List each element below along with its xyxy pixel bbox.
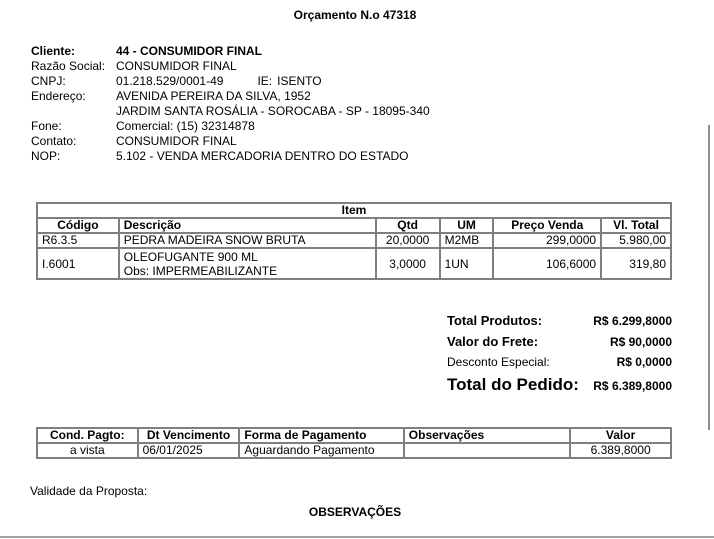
- header-codigo: Código: [37, 218, 119, 233]
- client-value: 44 - CONSUMIDOR FINAL: [116, 44, 263, 58]
- fone-value: Comercial: (15) 32314878: [116, 119, 255, 133]
- observacoes-title: OBSERVAÇÕES: [308, 505, 402, 519]
- contato-label: Contato:: [31, 134, 77, 148]
- total-produtos-value: R$ 6.299,8000: [593, 314, 672, 328]
- item-description: OLEOFUGANTE 900 ML: [123, 249, 258, 264]
- cell-vencimento: 06/01/2025: [138, 443, 240, 458]
- table-row: [37, 248, 671, 279]
- client-info: [31, 44, 430, 164]
- razao-social-row: [31, 59, 430, 74]
- cell-qtd: 20,0000: [376, 233, 440, 248]
- header-um: UM: [440, 218, 494, 233]
- cnpj-label: CNPJ:: [31, 74, 66, 88]
- fone-label: Fone:: [31, 119, 62, 133]
- cell-qtd: 3,0000: [376, 248, 440, 279]
- table-row: [37, 233, 671, 248]
- razao-social-label: Razão Social:: [31, 59, 106, 73]
- cell-valor: 6.389,8000: [570, 443, 671, 458]
- client-label: Cliente:: [31, 44, 76, 58]
- total-produtos-row: [447, 313, 672, 334]
- cell-um: M2MB: [440, 233, 494, 248]
- table-row: [37, 443, 671, 458]
- desconto-row: [447, 355, 672, 375]
- cell-forma-pagamento: Aguardando Pagamento: [239, 443, 403, 458]
- nop-row: [31, 149, 430, 164]
- valor-frete-label: Valor do Frete:: [447, 334, 539, 349]
- header-observacoes: Observações: [404, 428, 570, 443]
- contato-value: CONSUMIDOR FINAL: [116, 134, 237, 148]
- items-header-row: [37, 218, 671, 233]
- valor-frete-value: R$ 90,0000: [609, 335, 672, 349]
- valor-frete-row: [447, 334, 672, 355]
- header-dt-vencimento: Dt Vencimento: [138, 428, 240, 443]
- bottom-divider: [0, 536, 714, 538]
- vertical-scrollbar[interactable]: [708, 125, 710, 430]
- total-pedido-row: [447, 375, 672, 399]
- cell-codigo: I.6001: [37, 248, 119, 279]
- header-qtd: Qtd: [376, 218, 440, 233]
- totals-block: [447, 313, 672, 399]
- razao-social-value: CONSUMIDOR FINAL: [116, 59, 237, 73]
- cell-descricao: [119, 248, 376, 279]
- cnpj-value: 01.218.529/0001-49: [116, 74, 224, 88]
- items-caption-row: [37, 203, 671, 218]
- header-preco-venda: Preço Venda: [493, 218, 601, 233]
- items-caption: Item: [37, 203, 671, 218]
- cell-preco: 299,0000: [493, 233, 601, 248]
- header-cond-pagto: Cond. Pagto:: [37, 428, 138, 443]
- nop-value: 5.102 - VENDA MERCADORIA DENTRO DO ESTADO: [116, 149, 409, 163]
- cell-total: 319,80: [601, 248, 671, 279]
- ie-value: ISENTO: [277, 74, 322, 88]
- nop-label: NOP:: [31, 149, 61, 163]
- total-pedido-label: Total do Pedido:: [447, 375, 579, 394]
- item-obs: Obs: IMPERMEABILIZANTE: [123, 263, 278, 278]
- payment-header-row: [37, 428, 671, 443]
- header-valor: Valor: [570, 428, 671, 443]
- desconto-label: Desconto Especial:: [447, 355, 550, 369]
- cell-preco: 106,6000: [493, 248, 601, 279]
- cell-cond-pagto: a vista: [37, 443, 138, 458]
- cell-descricao: PEDRA MADEIRA SNOW BRUTA: [119, 233, 376, 248]
- cell-um: 1UN: [440, 248, 494, 279]
- validade-label: Validade da Proposta:: [30, 484, 148, 498]
- endereco-row-2: [31, 104, 430, 119]
- endereco-line1: AVENIDA PEREIRA DA SILVA, 1952: [116, 89, 311, 103]
- endereco-label: Endereço:: [31, 89, 86, 103]
- payment-table: [36, 427, 672, 459]
- client-row: [31, 44, 430, 59]
- cnpj-row: [31, 74, 430, 89]
- endereco-line2: JARDIM SANTA ROSÁLIA - SOROCABA - SP - 18095-340: [116, 104, 430, 118]
- ie-label: IE:: [257, 74, 273, 88]
- header-forma-pagamento: Forma de Pagamento: [239, 428, 403, 443]
- total-produtos-label: Total Produtos:: [447, 313, 543, 328]
- cell-total: 5.980,00: [601, 233, 671, 248]
- items-table: [36, 202, 672, 280]
- document-title: Orçamento N.o 47318: [293, 8, 417, 22]
- cell-observacoes: [404, 443, 570, 458]
- header-vl-total: Vl. Total: [601, 218, 671, 233]
- total-pedido-value: R$ 6.389,8000: [593, 379, 672, 393]
- desconto-value: R$ 0,0000: [616, 355, 672, 369]
- endereco-row: [31, 89, 430, 104]
- contato-row: [31, 134, 430, 149]
- cell-codigo: R6.3.5: [37, 233, 119, 248]
- fone-row: [31, 119, 430, 134]
- header-descricao: Descrição: [119, 218, 376, 233]
